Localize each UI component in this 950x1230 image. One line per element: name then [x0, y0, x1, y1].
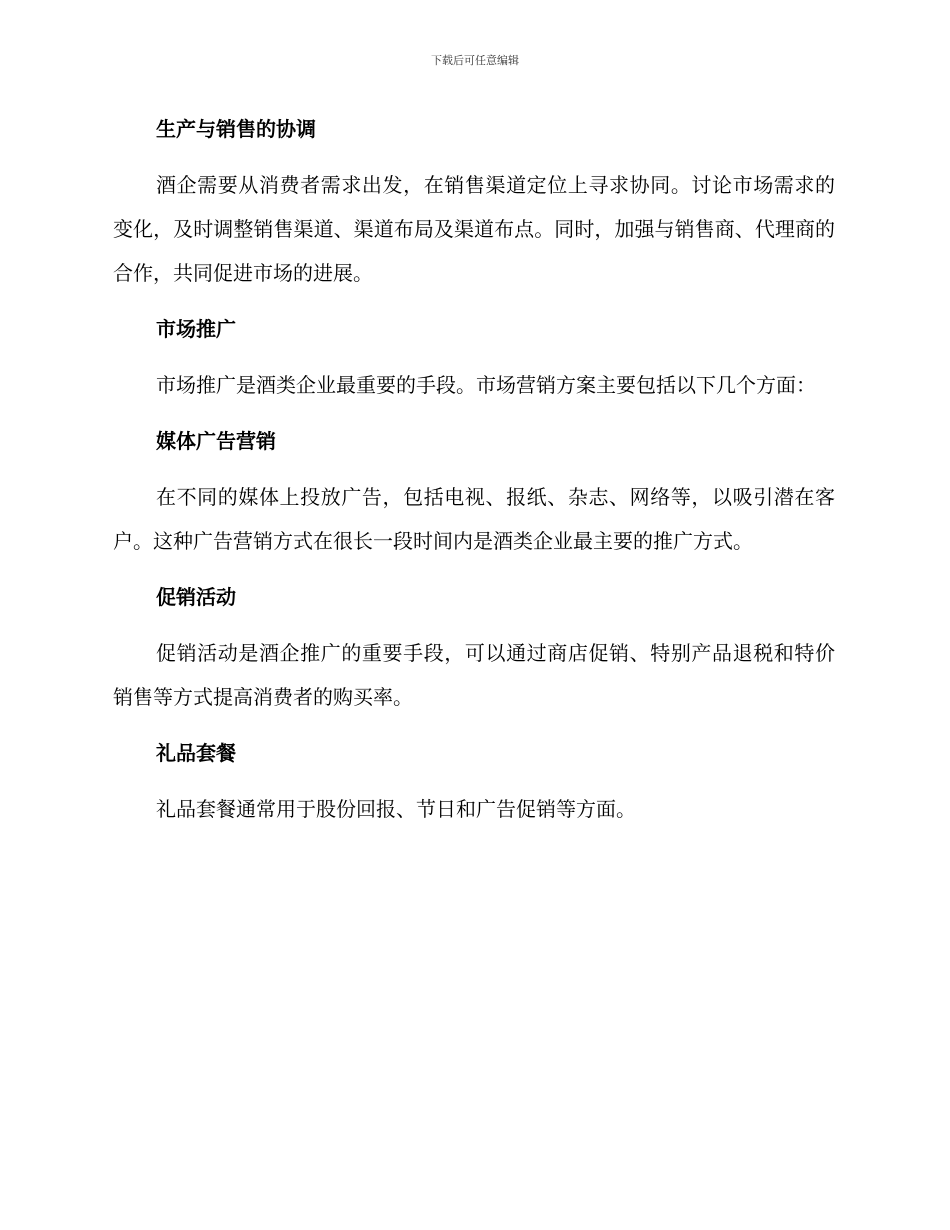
section-heading-gift-packages: 礼品套餐 [156, 741, 236, 765]
section-body-gift-packages: 礼品套餐通常用于股份回报、节日和广告促销等方面。 [156, 797, 636, 821]
page-header: 下载后可任意编辑 [431, 54, 519, 67]
section-heading-promotion-activities: 促销活动 [156, 585, 236, 609]
section-body-promotion-activities: 促销活动是酒企推广的重要手段，可以通过商店促销、特别产品退税和特价销售等方式提高消费者的购买率。 [113, 641, 835, 709]
section-body-media-advertising: 在不同的媒体上投放广告，包括电视、报纸、杂志、网络等，以吸引潜在客户。这种广告营销方式在很长一段时间内是酒类企业最主要的推广方式。 [113, 485, 835, 553]
section-body-production-sales: 酒企需要从消费者需求出发，在销售渠道定位上寻求协同。讨论市场需求的变化，及时调整销售渠道、渠道布局及渠道布点。同时，加强与销售商、代理商的合作，共同促进市场的进展。 [113, 173, 835, 285]
section-heading-market-promotion: 市场推广 [156, 317, 236, 341]
section-body-market-promotion: 市场推广是酒类企业最重要的手段。市场营销方案主要包括以下几个方面： [156, 373, 816, 397]
document-body [113, 112, 835, 831]
section-heading-production-sales: 生产与销售的协调 [156, 117, 316, 141]
section-heading-media-advertising: 媒体广告营销 [156, 429, 276, 453]
